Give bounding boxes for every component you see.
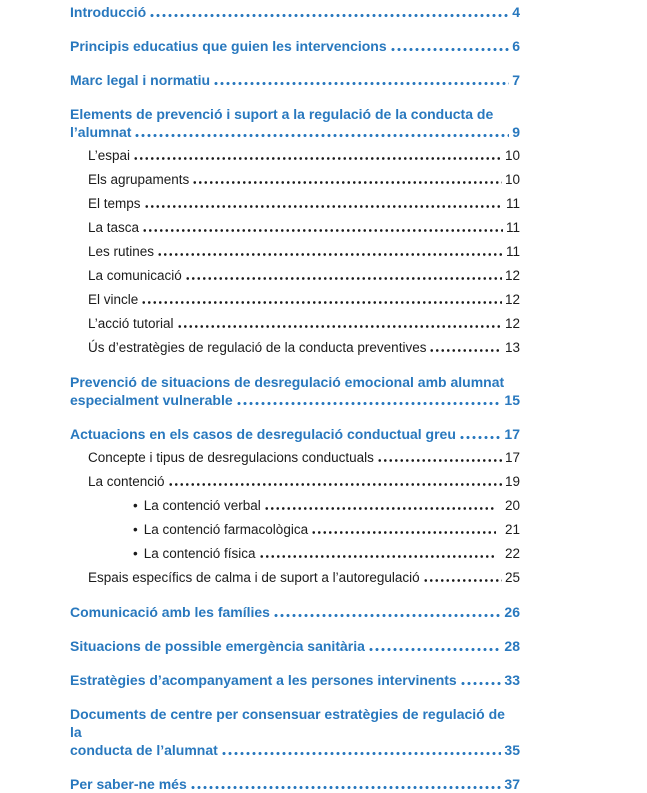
toc-entry-page: 11 [505, 220, 520, 235]
toc-entry-page: 6 [512, 38, 520, 54]
toc-entry[interactable] [70, 37, 520, 55]
toc-entry-page: 15 [504, 392, 520, 408]
toc-entry-label: especialment vulnerable [70, 392, 233, 408]
toc-entry[interactable] [70, 3, 520, 21]
toc-entry-page: 33 [504, 672, 520, 688]
toc-entry-leader-row [70, 637, 520, 655]
dot-leader [259, 555, 496, 558]
toc-entry-label: La contenció verbal [143, 498, 261, 513]
toc-entry[interactable] [70, 705, 520, 759]
toc-entry[interactable] [70, 425, 520, 443]
toc-entry-leader-row [70, 3, 520, 21]
toc-entry-label-line: Documents de centre per consensuar estratègies de regulació de la [70, 706, 505, 740]
toc-entry-leader-row [88, 339, 520, 357]
toc-entry-page: 9 [512, 124, 520, 140]
toc-entry-label: conducta de l’alumnat [70, 742, 218, 758]
toc-entry-label: Introducció [70, 4, 147, 20]
bullet-icon: • [133, 498, 138, 513]
dot-leader [460, 682, 502, 685]
toc-entry[interactable] [70, 267, 520, 285]
dot-leader [168, 483, 502, 486]
bullet-icon: • [133, 546, 138, 561]
toc-entry-label: Per saber-ne més [70, 776, 187, 792]
dot-leader [236, 402, 502, 405]
dot-leader [213, 82, 509, 85]
toc-entry[interactable] [70, 473, 520, 491]
toc-entry[interactable] [70, 195, 520, 213]
toc-entry-page: 35 [504, 742, 520, 758]
toc-entry-leader-row [70, 775, 520, 793]
toc-entry-page: 12 [504, 292, 520, 307]
toc-entry-leader-row [88, 195, 520, 213]
toc-entry-page: 37 [504, 776, 520, 792]
toc-entry[interactable] [70, 671, 520, 689]
dot-leader [311, 531, 496, 534]
toc-entry-label: Actuacions en els casos de desregulació conductual greu [70, 426, 456, 442]
dot-leader [368, 648, 502, 651]
dot-leader [192, 181, 502, 184]
toc-entry-leader-row [70, 671, 520, 689]
toc-entry-page: 10 [504, 172, 520, 187]
toc-entry-page: 19 [504, 474, 520, 489]
toc-entry-label: La comunicació [88, 268, 182, 283]
toc-entry-leader-row [70, 123, 520, 141]
toc-entry-page: 12 [504, 316, 520, 331]
toc-entry[interactable] [70, 637, 520, 655]
toc-entry[interactable] [70, 147, 520, 165]
toc-entry-page: 20 [504, 498, 520, 513]
dot-leader [429, 349, 502, 352]
toc-entry-leader-row [88, 147, 520, 165]
toc-entry[interactable] [70, 545, 520, 563]
dot-leader [390, 48, 510, 51]
toc-entry-leader-row [133, 545, 520, 563]
toc-entry-leader-row [70, 37, 520, 55]
toc-entry-label: Estratègies d’acompanyament a les persones intervinents [70, 672, 457, 688]
toc-entry-label: Els agrupaments [88, 172, 190, 187]
dot-leader [423, 579, 502, 582]
toc-entry[interactable] [70, 569, 520, 587]
toc-entry-leader-row [88, 171, 520, 189]
toc-entry-label: Situacions de possible emergència sanitària [70, 638, 365, 654]
toc-entry-leader-row [70, 741, 520, 759]
toc-entry-leader-row [88, 473, 520, 491]
toc-entry-page: 11 [505, 196, 520, 211]
toc-entry-leader-row [70, 71, 520, 89]
dot-leader [142, 229, 503, 232]
dot-leader [377, 459, 502, 462]
toc-entry-label: Ús d’estratègies de regulació de la conducta preventives [88, 340, 427, 355]
dot-leader [157, 253, 503, 256]
toc-entry-label: El temps [88, 196, 141, 211]
toc-entry-leader-row [88, 219, 520, 237]
toc-entry-leader-row [133, 521, 520, 539]
toc-entry-page: 26 [504, 604, 520, 620]
toc-entry-label: El vincle [88, 292, 139, 307]
toc-entry-page: 17 [504, 450, 520, 465]
toc-entry[interactable] [70, 497, 520, 515]
toc-entry-page: 13 [504, 340, 520, 355]
toc-entry-label: Les rutines [88, 244, 155, 259]
dot-leader [273, 614, 501, 617]
toc-entry-leader-row [88, 291, 520, 309]
toc-entry-label: La contenció [88, 474, 165, 489]
toc-entry-page: 28 [504, 638, 520, 654]
dot-leader [134, 134, 509, 137]
toc-entry-leader-row [70, 425, 520, 443]
dot-leader [185, 277, 502, 280]
toc-entry-page: 12 [504, 268, 520, 283]
toc-entry[interactable] [70, 171, 520, 189]
dot-leader [144, 205, 503, 208]
toc-entry[interactable] [70, 449, 520, 467]
dot-leader [264, 507, 496, 510]
toc-entry-label: La contenció farmacològica [143, 522, 309, 537]
dot-leader [141, 301, 502, 304]
toc-entry-page: 25 [504, 570, 520, 585]
toc-entry-label-line: Elements de prevenció i suport a la regulació de la conducta de [70, 106, 494, 122]
toc-entry-leader-row [88, 569, 520, 587]
toc-entry-leader-row [70, 391, 520, 409]
toc-entry-label: L’espai [88, 148, 131, 163]
toc-entry-leader-row [88, 267, 520, 285]
toc-entry[interactable] [70, 339, 520, 357]
dot-leader [149, 14, 509, 17]
toc-entry-page: 7 [512, 72, 520, 88]
toc-entry[interactable] [70, 521, 520, 539]
toc-entry-leader-row [88, 449, 520, 467]
toc-entry-page: 11 [505, 244, 520, 259]
toc-entry-page: 4 [512, 4, 520, 20]
toc-entry-label: Espais específics de calma i de suport a l’autoregulació [88, 570, 420, 585]
toc-entry[interactable] [70, 105, 520, 141]
toc-entry-label: Marc legal i normatiu [70, 72, 211, 88]
toc-entry[interactable] [70, 775, 520, 793]
bullet-icon: • [133, 522, 138, 537]
toc-entry-label-line: Prevenció de situacions de desregulació emocional amb alumnat [70, 374, 505, 390]
toc-entry-leader-row [88, 243, 520, 261]
toc-entry-page: 22 [504, 546, 520, 561]
toc-entry-label: Principis educatius que guien les intervencions [70, 38, 387, 54]
toc-entry-label: Comunicació amb les famílies [70, 604, 270, 620]
toc-entry[interactable] [70, 315, 520, 333]
toc-entry-label: La tasca [88, 220, 140, 235]
toc-entry-page: 10 [504, 148, 520, 163]
toc-entry-leader-row [70, 603, 520, 621]
toc-entry-label: La contenció física [143, 546, 256, 561]
toc-entry[interactable] [70, 291, 520, 309]
toc-entry-label: l’alumnat [70, 124, 132, 140]
dot-leader [221, 752, 502, 755]
dot-leader [133, 157, 502, 160]
toc-entry[interactable] [70, 603, 520, 621]
toc-entry[interactable] [70, 71, 520, 89]
toc-entry[interactable] [70, 373, 520, 409]
toc-entry-leader-row [88, 315, 520, 333]
toc-entry-label: Concepte i tipus de desregulacions conductuals [88, 450, 374, 465]
toc-entry-label: L’acció tutorial [88, 316, 174, 331]
dot-leader [459, 436, 502, 439]
toc-entry[interactable] [70, 219, 520, 237]
toc-entry-leader-row [133, 497, 520, 515]
toc-entry[interactable] [70, 243, 520, 261]
toc-entry-page: 17 [504, 426, 520, 442]
toc-entry-page: 21 [504, 522, 520, 537]
dot-leader [190, 786, 502, 789]
dot-leader [177, 325, 502, 328]
